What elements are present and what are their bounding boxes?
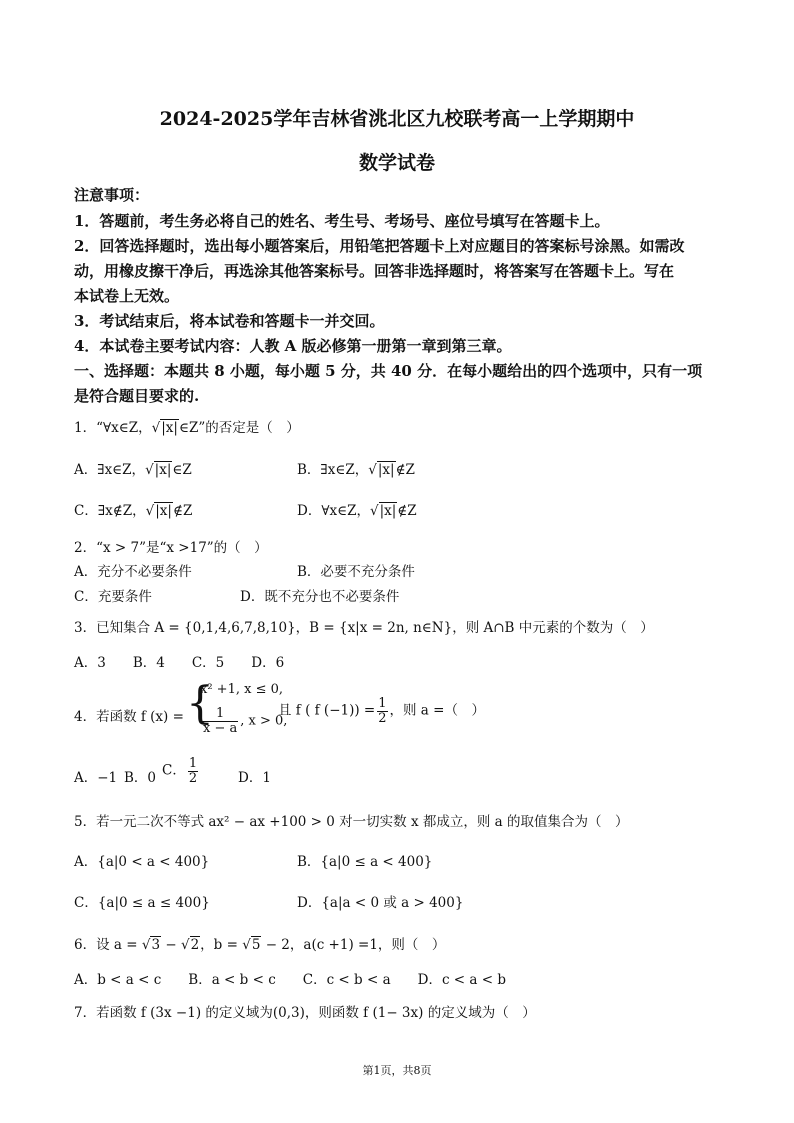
piecewise-brace: { <box>186 678 214 729</box>
question-2-stem: 2．“x > 7”是“x >17”的（ ） <box>74 540 268 556</box>
piecewise-case-2: $\frac{1}{x - a}$ , x > 0, <box>203 706 288 736</box>
question-2-option-d: D．既不充分也不必要条件 <box>240 589 400 605</box>
note-line: 3．考试结束后，将本试卷和答题卡一并交回。 <box>74 312 385 330</box>
question-4-option-b: B．0 <box>124 770 157 786</box>
question-1-stem: 1．“∀x∈Z，√|x|∈Z”的否定是（ ） <box>74 420 300 436</box>
question-5-option-b: B．{a|0 ≤ a < 400} <box>297 854 433 870</box>
notes-heading: 注意事项： <box>74 186 150 204</box>
question-5-option-c: C．{a|0 ≤ a ≤ 400} <box>74 895 210 911</box>
question-5-stem: 5．若一元二次不等式 ax² − ax +100 > 0 对一切实数 x 都成立，则 a 的取值集合为（ ） <box>74 814 629 830</box>
section-heading-cont: 是符合题目要求的. <box>74 387 200 405</box>
note-line: 2．回答选择题时，选出每小题答案后，用铅笔把答题卡上对应题目的答案标号涂黑。如需改 <box>74 237 685 255</box>
question-4-condition: 且 f ( f (−1)) = $\frac{1}{2}$ ，则 a =（ ） <box>278 696 485 726</box>
fraction: $\frac{1}{x - a}$ <box>203 706 238 736</box>
note-line: 动，用橡皮擦干净后，再选涂其他答案标号。回答非选择题时，将答案写在答题卡上。写在 <box>74 262 675 280</box>
note-line: 本试卷上无效。 <box>74 287 180 305</box>
question-1-option-d: D．∀x∈Z，√|x|∉Z <box>297 503 417 519</box>
fraction: $\frac{1}{2}$ <box>188 756 198 786</box>
note-line: 4．本试卷主要考试内容：人教 A 版必修第一册第一章到第三章。 <box>74 337 512 355</box>
piecewise-case-1: x² +1, x ≤ 0, <box>200 682 283 697</box>
question-4-prefix: 4．若函数 f (x) = <box>74 709 184 725</box>
question-4-option-c: C． $\frac{1}{2}$ <box>162 756 198 786</box>
section-heading: 一、选择题：本题共 8 小题，每小题 5 分，共 40 分．在每小题给出的四个选项中，只有一项 <box>74 362 703 380</box>
question-6-stem: 6．设 a = √3 − √2，b = √5 − 2，a(c +1) =1，则（ ） <box>74 937 446 953</box>
question-1-option-a: A．∃x∈Z，√|x|∈Z <box>74 462 192 478</box>
question-1-option-c: C．∃x∉Z，√|x|∉Z <box>74 503 193 519</box>
page-footer: 第1页，共8页 <box>362 1064 432 1077</box>
question-4-option-a: A．−1 <box>74 770 118 786</box>
exam-subtitle: 数学试卷 <box>358 152 435 174</box>
question-6-options: A．b < a < c B．a < b < c C．c < b < a D．c < a < b <box>74 972 506 988</box>
question-4-option-d: D．1 <box>238 770 271 786</box>
question-3-options: A．3 B．4 C．5 D．6 <box>74 655 285 671</box>
question-7-stem: 7．若函数 f (3x −1) 的定义域为(0,3)，则函数 f (1− 3x) 的定义域为（ ） <box>74 1005 536 1021</box>
question-5-option-d: D．{a|a < 0 或 a > 400} <box>297 895 464 911</box>
question-2-option-b: B．必要不充分条件 <box>297 564 415 580</box>
question-1-option-b: B．∃x∈Z，√|x|∉Z <box>297 462 415 478</box>
question-2-option-c: C．充要条件 <box>74 589 152 605</box>
question-5-option-a: A．{a|0 < a < 400} <box>74 854 210 870</box>
note-line: 1．答题前，考生务必将自己的姓名、考生号、考场号、座位号填写在答题卡上。 <box>74 212 610 230</box>
question-2-option-a: A．充分不必要条件 <box>74 564 192 580</box>
exam-title: 2024-2025学年吉林省洮北区九校联考高一上学期期中 <box>159 108 635 130</box>
fraction: $\frac{1}{2}$ <box>378 696 387 726</box>
question-3-stem: 3．已知集合 A = {0,1,4,6,7,8,10}，B = {x|x = 2n, n∈N}，则 A∩B 中元素的个数为（ ） <box>74 620 654 636</box>
